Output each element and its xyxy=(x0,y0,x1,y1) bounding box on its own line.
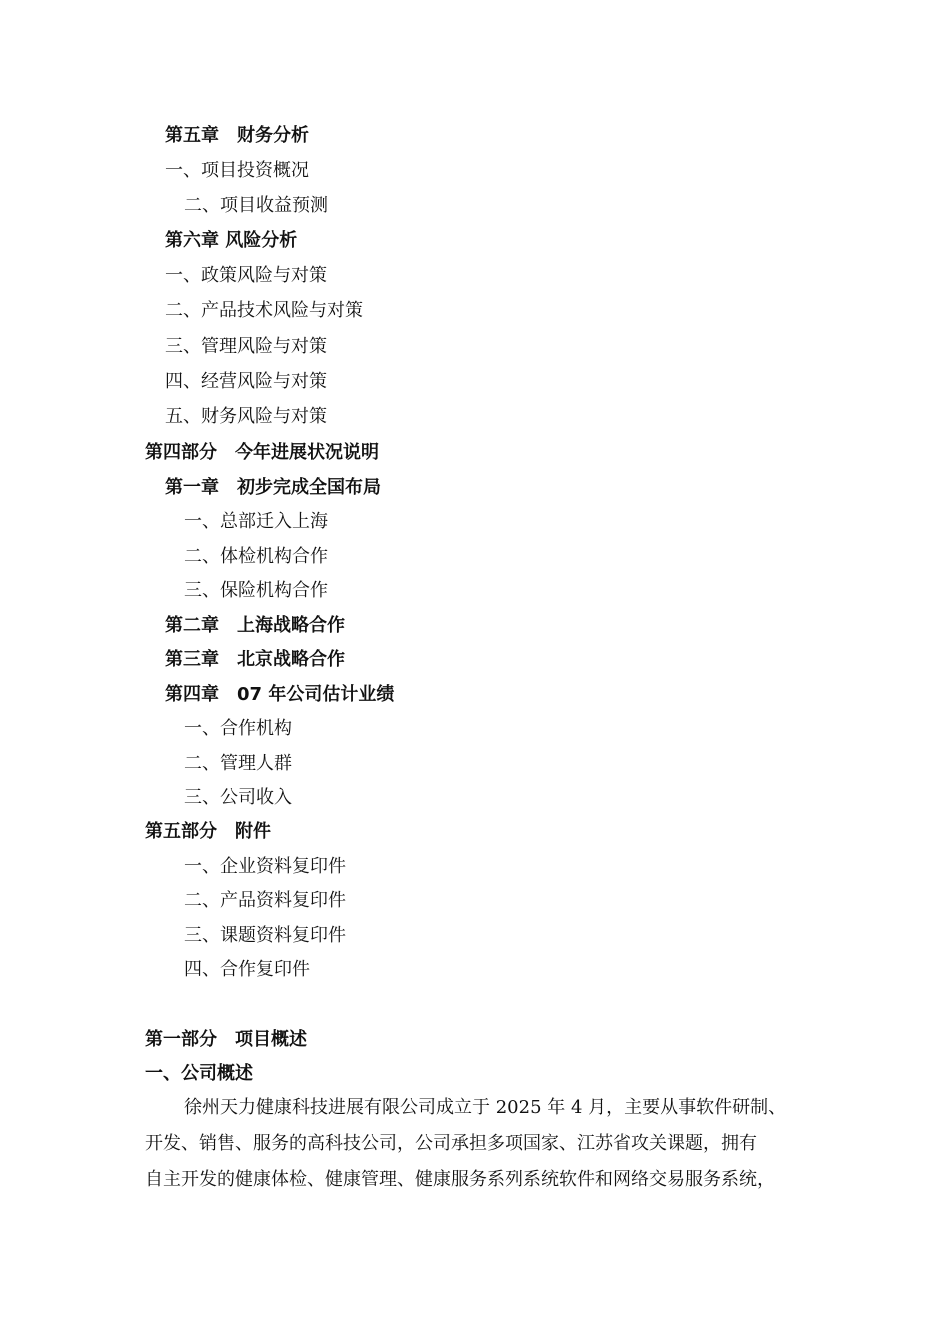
toc-item: 一、合作机构 xyxy=(184,718,292,739)
toc-part4-chapter-1-title: 第一章 初步完成全国布局 xyxy=(165,477,381,498)
toc-part4-chapter-4-title: 第四章 07 年公司估计业绩 xyxy=(165,684,395,705)
toc-item: 一、总部迁入上海 xyxy=(184,511,328,532)
toc-item: 一、政策风险与对策 xyxy=(165,265,327,286)
toc-item: 五、财务风险与对策 xyxy=(165,406,327,427)
toc-item: 四、经营风险与对策 xyxy=(165,371,327,392)
section-1-heading: 一、公司概述 xyxy=(145,1063,253,1084)
toc-item: 二、体检机构合作 xyxy=(184,546,328,567)
toc-part4-chapter-2-title: 第二章 上海战略合作 xyxy=(165,615,345,636)
toc-item: 三、保险机构合作 xyxy=(184,580,328,601)
part-1-heading: 第一部分 项目概述 xyxy=(145,1029,307,1050)
paragraph-line: 徐州天力健康科技进展有限公司成立于 2025 年 4 月，主要从事软件研制、 xyxy=(184,1097,787,1118)
toc-item: 二、产品技术风险与对策 xyxy=(165,300,363,321)
toc-item: 三、课题资料复印件 xyxy=(184,925,346,946)
paragraph-line: 自主开发的健康体检、健康管理、健康服务系列系统软件和网络交易服务系统， xyxy=(145,1169,775,1190)
toc-chapter-5-title: 第五章 财务分析 xyxy=(165,125,309,146)
toc-part-4-title: 第四部分 今年进展状况说明 xyxy=(145,442,379,463)
toc-item: 二、管理人群 xyxy=(184,753,292,774)
toc-item: 一、项目投资概况 xyxy=(165,160,309,181)
paragraph-line: 开发、销售、服务的高科技公司，公司承担多项国家、江苏省攻关课题，拥有 xyxy=(145,1133,757,1154)
toc-chapter-6-title: 第六章 风险分析 xyxy=(165,230,298,251)
toc-item: 三、管理风险与对策 xyxy=(165,336,327,357)
toc-item: 三、公司收入 xyxy=(184,787,292,808)
toc-item: 四、合作复印件 xyxy=(184,959,310,980)
toc-item: 二、项目收益预测 xyxy=(184,195,328,216)
toc-item: 二、产品资料复印件 xyxy=(184,890,346,911)
toc-item: 一、企业资料复印件 xyxy=(184,856,346,877)
toc-part-5-title: 第五部分 附件 xyxy=(145,821,271,842)
company-overview-paragraph xyxy=(145,1090,825,1198)
toc-part4-chapter-3-title: 第三章 北京战略合作 xyxy=(165,649,345,670)
